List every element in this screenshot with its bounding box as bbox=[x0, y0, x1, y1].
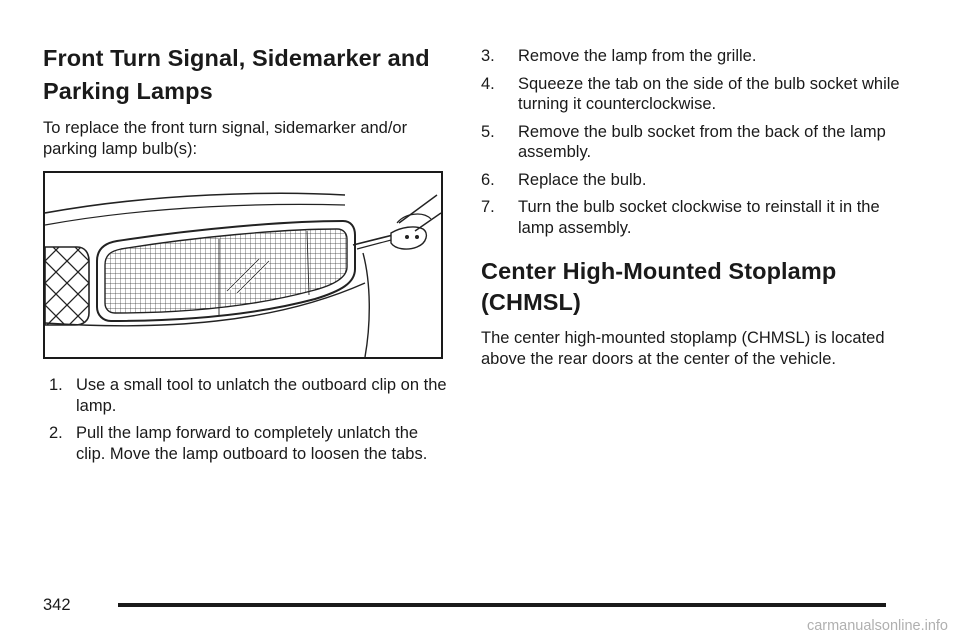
section-heading-front-lamps: Front Turn Signal, Sidemarker and Parking Lamps bbox=[43, 45, 430, 104]
footer-rule bbox=[118, 603, 886, 607]
chmsl-paragraph: The center high-mounted stoplamp (CHMSL) is located above the rear doors at the center of the vehicle. bbox=[481, 329, 885, 368]
step-item: 6. Replace the bulb. bbox=[481, 170, 647, 189]
step-item: 1. Use a small tool to unlatch the outboard clip on the lamp. bbox=[49, 376, 447, 415]
steps-list-right bbox=[481, 46, 901, 238]
section-heading-chmsl: Center High-Mounted Stoplamp (CHMSL) bbox=[481, 258, 837, 315]
step-item: 5. Remove the bulb socket from the back of the lamp assembly. bbox=[481, 122, 886, 161]
step-item: 4. Squeeze the tab on the side of the bulb socket while turning it counterclockwise. bbox=[481, 74, 900, 113]
steps-list-left bbox=[43, 375, 447, 464]
step-item: 3. Remove the lamp from the grille. bbox=[481, 47, 757, 65]
step-item: 7. Turn the bulb socket clockwise to reinstall it in the lamp assembly. bbox=[481, 198, 880, 237]
intro-paragraph: To replace the front turn signal, sidemarker and/or parking lamp bulb(s): bbox=[43, 119, 408, 158]
left-column bbox=[43, 42, 447, 471]
watermark: carmanualsonline.info bbox=[806, 618, 948, 634]
right-column bbox=[481, 46, 901, 369]
step-item: 2. Pull the lamp forward to completely unlatch the clip. Move the lamp outboard to loosen the tabs. bbox=[49, 424, 428, 463]
page-number: 342 bbox=[43, 596, 71, 614]
lamp-removal-illustration bbox=[43, 171, 443, 359]
